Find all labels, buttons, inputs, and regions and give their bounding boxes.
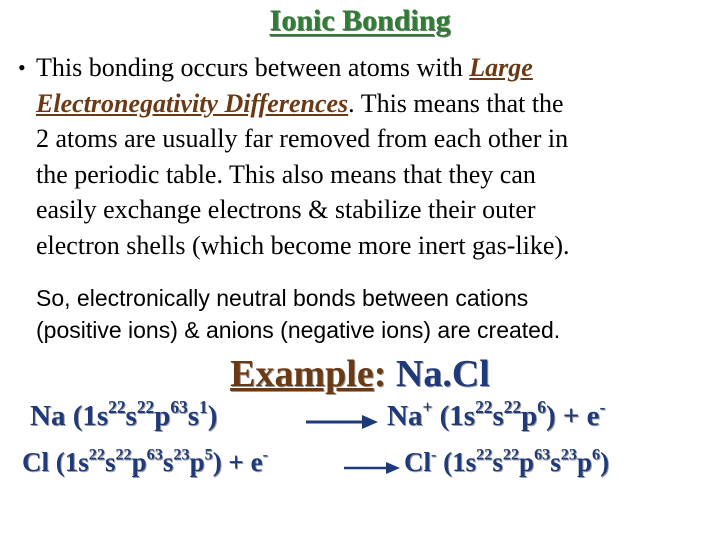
- emphasis-large: Large: [469, 53, 533, 82]
- sodium-ion-configuration-text: Na+ $(1s^{22}s^{22}p^6) + e^-$: [387, 396, 606, 432]
- example-colon: :: [373, 353, 387, 395]
- chlorine-configuration: [22, 447, 268, 478]
- summary-paragraph: [36, 282, 716, 346]
- para-text-after: . This means that the: [348, 88, 564, 118]
- para-line-1: [36, 50, 708, 86]
- para-text-before: This bonding occurs between atoms with: [36, 53, 470, 82]
- bullet-icon: •: [18, 55, 26, 80]
- para-line-3: 2 atoms are usually far removed from each other in: [36, 124, 569, 153]
- sodium-configuration: [30, 396, 218, 433]
- para-line-2: [36, 86, 708, 122]
- emphasis-electronegativity: Electronegativity Differences: [36, 88, 349, 118]
- para-line-5: easily exchange electrons & stabilize their outer: [36, 195, 536, 224]
- para-line-4: the periodic table. This also means that they can: [36, 159, 536, 189]
- example-formula: Na.Cl: [395, 353, 490, 395]
- chlorine-configuration-text: Cl $(1s^{22}s^{22}p^{63}s^{23}p^5) + e^-$: [22, 445, 268, 477]
- arrow-icon: [344, 460, 400, 476]
- para-line-6: electron shells (which become more inert gas-like).: [36, 230, 570, 260]
- bullet-paragraph: [18, 50, 708, 263]
- summary-line-1: So, electronically neutral bonds between cations: [36, 285, 529, 311]
- slide-title: Ionic Bonding: [269, 4, 451, 37]
- sodium-configuration-text: Na $(1s^{22}s^{22}p^{63}s^1)$: [30, 396, 218, 432]
- example-label: Example: [230, 353, 374, 395]
- arrow-icon: [306, 413, 378, 431]
- chloride-ion-configuration: [404, 447, 609, 478]
- example-heading: [0, 352, 720, 396]
- sodium-ion-configuration: [387, 396, 606, 433]
- chloride-ion-configuration-text: Cl- $(1s^{22}s^{22}p^{63}s^{23}p^6)$: [404, 445, 610, 477]
- summary-line-2: (positive ions) & anions (negative ions) are created.: [36, 317, 561, 343]
